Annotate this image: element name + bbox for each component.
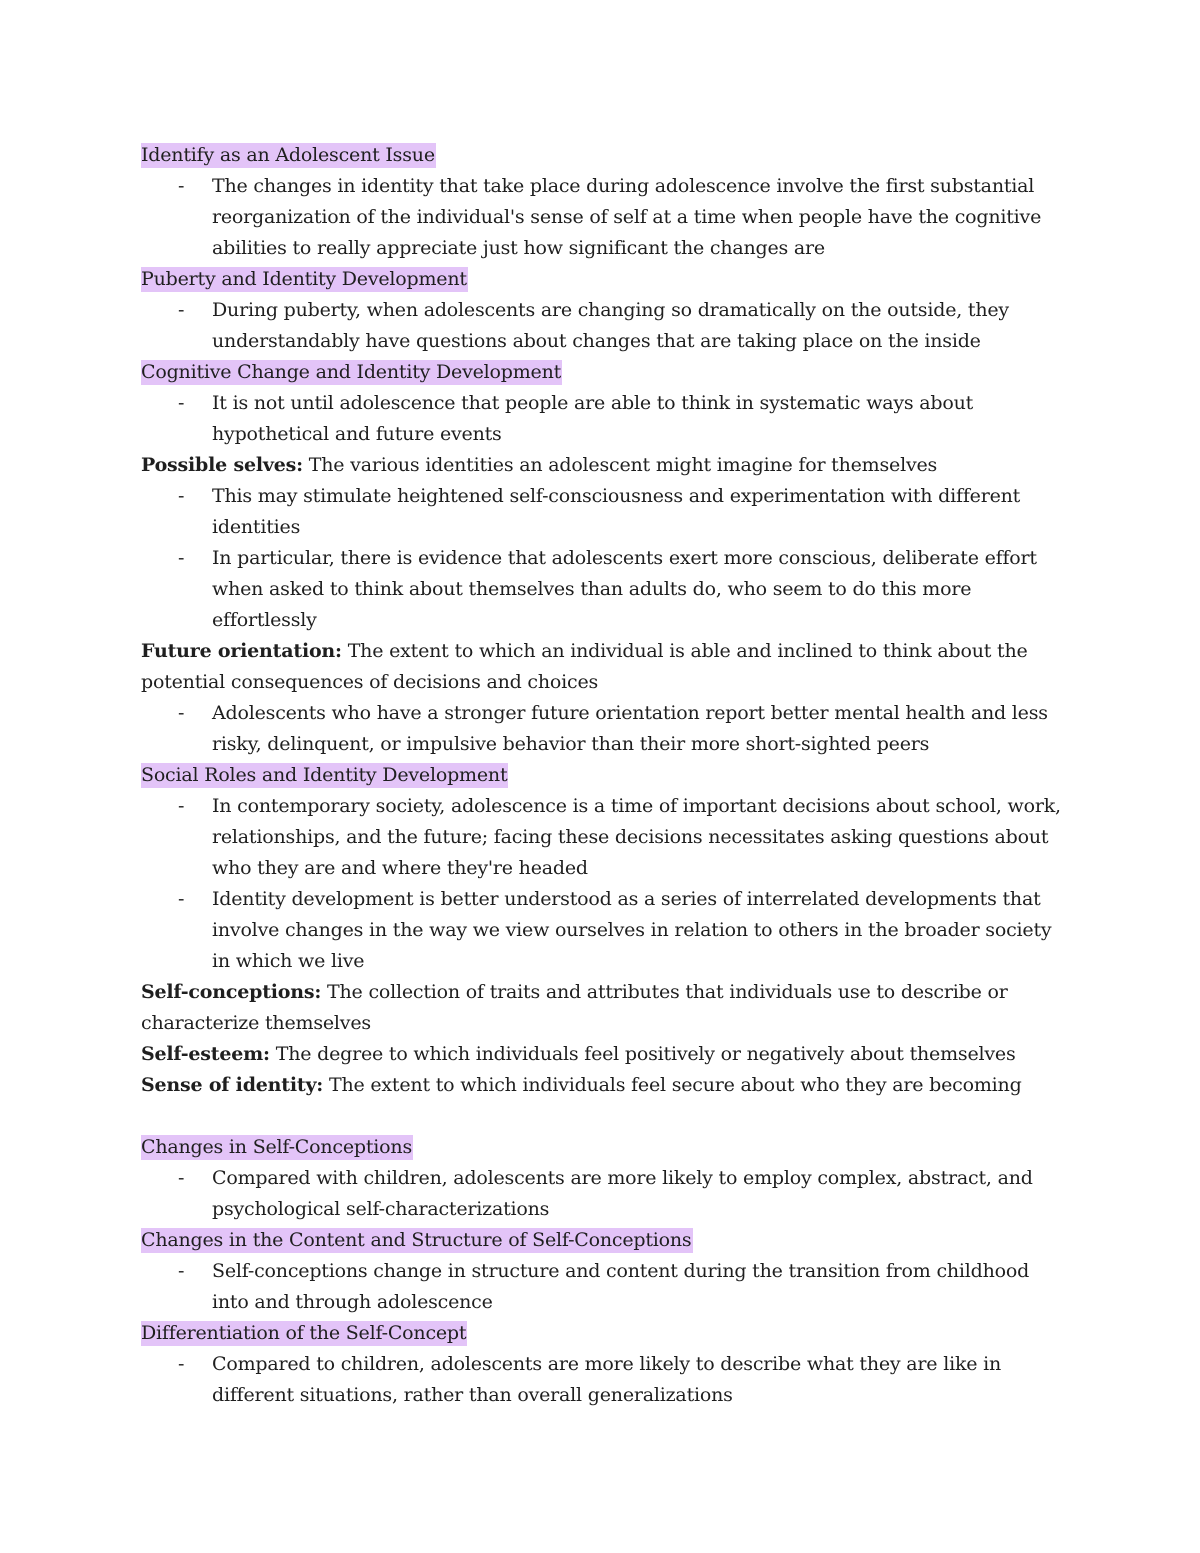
bullet-text: The changes in identity that take place during adolescence involve the first substantial reorganization of the individual's sense of self at a time when people have the cognitive abilities to really appreciate just how significant the changes are (212, 175, 1042, 259)
dash-bullet-marker: - (178, 888, 185, 910)
definition-term: Self-esteem: (141, 1043, 270, 1065)
highlighted-heading-text: Differentiation of the Self-Concept (141, 1322, 467, 1344)
dash-bullet-marker: - (178, 702, 185, 724)
definition-text: The collection of traits and attributes that individuals use to describe or characterize themselves (141, 981, 1008, 1034)
definition-paragraph (141, 636, 1071, 698)
definition-term: Self-conceptions: (141, 981, 322, 1003)
definition-paragraph (141, 450, 1071, 481)
highlighted-heading-text: Cognitive Change and Identity Development (141, 361, 562, 383)
definition-term: Future orientation: (141, 640, 342, 662)
bullet-item (141, 481, 1071, 543)
bullet-list (141, 481, 1071, 636)
bullet-item (141, 295, 1071, 357)
bullet-text: In particular, there is evidence that adolescents exert more conscious, deliberate effort when asked to think about themselves than adults do, who seem to do this more effortlessly (212, 547, 1037, 631)
section-heading (141, 264, 1071, 295)
bullet-item (141, 1349, 1071, 1411)
bullet-item (141, 1256, 1071, 1318)
definition-paragraph (141, 977, 1071, 1039)
bullet-text: Compared to children, adolescents are more likely to describe what they are like in different situations, rather than overall generalizations (212, 1353, 1002, 1406)
definition-text: The extent to which individuals feel secure about who they are becoming (328, 1074, 1022, 1096)
definition-text: The extent to which an individual is able and inclined to think about the potential consequences of decisions and choices (141, 640, 1028, 693)
bullet-text: Adolescents who have a stronger future orientation report better mental health and less risky, delinquent, or impulsive behavior than their more short-sighted peers (212, 702, 1048, 755)
bullet-text: During puberty, when adolescents are changing so dramatically on the outside, they understandably have questions about changes that are taking place on the inside (212, 299, 1009, 352)
bullet-list (141, 698, 1071, 760)
bullet-list (141, 171, 1071, 264)
definition-paragraph (141, 1070, 1071, 1101)
definition-paragraph (141, 1039, 1071, 1070)
bullet-item (141, 388, 1071, 450)
definition-text: The degree to which individuals feel positively or negatively about themselves (275, 1043, 1016, 1065)
bullet-item (141, 698, 1071, 760)
section-heading (141, 357, 1071, 388)
section-heading (141, 1132, 1071, 1163)
bullet-item (141, 791, 1071, 884)
document-page (141, 140, 1071, 1411)
section-heading (141, 1318, 1071, 1349)
bullet-list (141, 388, 1071, 450)
highlighted-heading-text: Social Roles and Identity Development (141, 764, 508, 786)
bullet-list (141, 1349, 1071, 1411)
dash-bullet-marker: - (178, 299, 185, 321)
definition-text: The various identities an adolescent might imagine for themselves (308, 454, 938, 476)
highlighted-heading-text: Identify as an Adolescent Issue (141, 144, 435, 166)
definition-term: Sense of identity: (141, 1074, 324, 1096)
highlighted-heading-text: Puberty and Identity Development (141, 268, 467, 290)
definition-term: Possible selves: (141, 454, 303, 476)
bullet-list (141, 295, 1071, 357)
bullet-item (141, 171, 1071, 264)
dash-bullet-marker: - (178, 795, 185, 817)
bullet-list (141, 791, 1071, 977)
bullet-text: It is not until adolescence that people are able to think in systematic ways about hypothetical and future events (212, 392, 974, 445)
bullet-item (141, 1163, 1071, 1225)
bullet-text: Compared with children, adolescents are more likely to employ complex, abstract, and psychological self-characterizations (212, 1167, 1033, 1220)
highlighted-heading-text: Changes in the Content and Structure of Self-Conceptions (141, 1229, 692, 1251)
bullet-list (141, 1163, 1071, 1225)
dash-bullet-marker: - (178, 1260, 185, 1282)
section-heading (141, 760, 1071, 791)
dash-bullet-marker: - (178, 1167, 185, 1189)
highlighted-heading-text: Changes in Self-Conceptions (141, 1136, 412, 1158)
dash-bullet-marker: - (178, 485, 185, 507)
bullet-item (141, 884, 1071, 977)
dash-bullet-marker: - (178, 175, 185, 197)
dash-bullet-marker: - (178, 1353, 185, 1375)
bullet-item (141, 543, 1071, 636)
section-heading (141, 140, 1071, 171)
dash-bullet-marker: - (178, 547, 185, 569)
bullet-text: Self-conceptions change in structure and content during the transition from childhood into and through adolescence (212, 1260, 1030, 1313)
dash-bullet-marker: - (178, 392, 185, 414)
bullet-list (141, 1256, 1071, 1318)
bullet-text: In contemporary society, adolescence is a time of important decisions about school, work, relationships, and the future; facing these decisions necessitates asking questions about who they are and where they're headed (212, 795, 1061, 879)
bullet-text: Identity development is better understood as a series of interrelated developments that involve changes in the way we view ourselves in relation to others in the broader society in which we live (212, 888, 1052, 972)
section-heading (141, 1225, 1071, 1256)
blank-line (141, 1101, 1071, 1132)
bullet-text: This may stimulate heightened self-consciousness and experimentation with different identities (212, 485, 1021, 538)
